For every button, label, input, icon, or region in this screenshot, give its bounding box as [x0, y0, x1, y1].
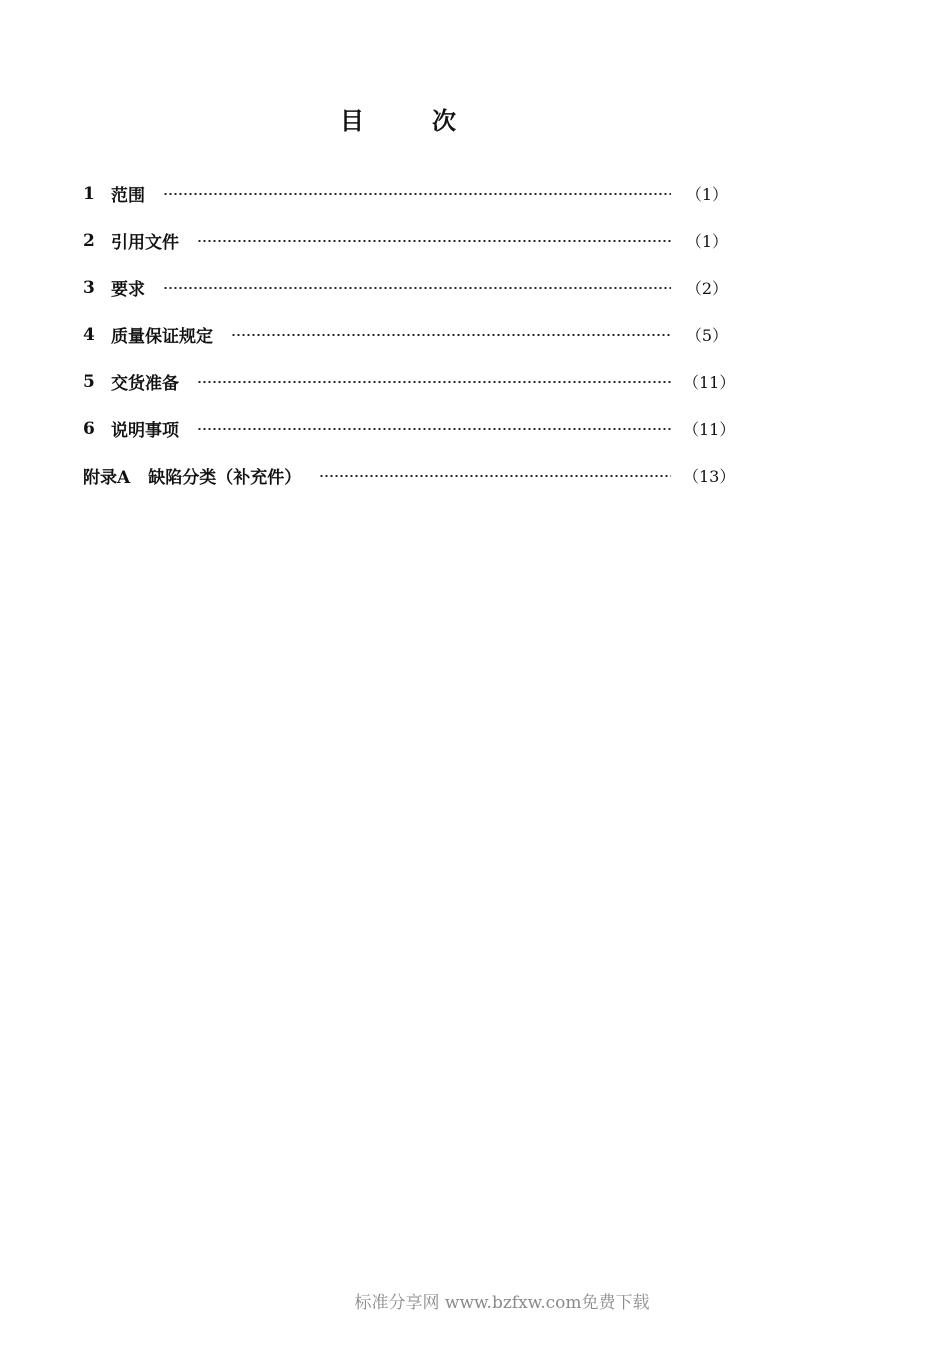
toc-entry-requirements[interactable]	[83, 264, 728, 311]
toc-entry-page: （2）	[685, 279, 728, 298]
toc-entry-page: （11）	[683, 373, 736, 392]
toc-entry-page: （1）	[685, 185, 728, 204]
toc-entry-label: 缺陷分类（补充件）	[148, 468, 302, 488]
toc-entry-notes[interactable]	[83, 405, 736, 452]
toc-entry-scope[interactable]	[83, 170, 728, 217]
dot-leader	[231, 334, 671, 336]
toc-entry-label: 范围	[111, 186, 145, 206]
toc-entry-page: （11）	[683, 420, 736, 439]
toc-entry-number: 附录A	[83, 468, 131, 488]
toc-entry-number: 4	[83, 324, 95, 345]
toc-entry-number: 6	[83, 418, 95, 439]
toc-entry-page: （1）	[685, 232, 728, 251]
toc-entry-number: 2	[83, 230, 95, 251]
toc-entry-label: 说明事项	[111, 421, 179, 441]
table-of-contents	[83, 170, 736, 499]
toc-entry-referenced-documents[interactable]	[83, 217, 728, 264]
page-title: 目 次	[340, 106, 478, 135]
dot-leader	[197, 240, 671, 242]
toc-entry-page: （5）	[685, 326, 728, 345]
toc-entry-number: 3	[83, 277, 95, 298]
dot-leader	[319, 475, 671, 477]
toc-entry-label: 质量保证规定	[111, 327, 213, 347]
toc-entry-label: 要求	[111, 280, 145, 300]
toc-entry-delivery-preparation[interactable]	[83, 358, 736, 405]
toc-entry-page: （13）	[683, 467, 736, 486]
toc-entry-quality-assurance[interactable]	[83, 311, 728, 358]
dot-leader	[197, 428, 671, 430]
dot-leader	[163, 287, 671, 289]
dot-leader	[163, 193, 671, 195]
toc-entry-label: 引用文件	[111, 233, 179, 253]
toc-entry-appendix-a[interactable]	[83, 452, 736, 499]
dot-leader	[197, 381, 671, 383]
toc-entry-number: 1	[83, 183, 95, 204]
watermark-footer: 标准分享网 www.bzfxw.com免费下载	[354, 1293, 650, 1313]
toc-entry-label: 交货准备	[111, 374, 179, 394]
toc-entry-number: 5	[83, 371, 95, 392]
